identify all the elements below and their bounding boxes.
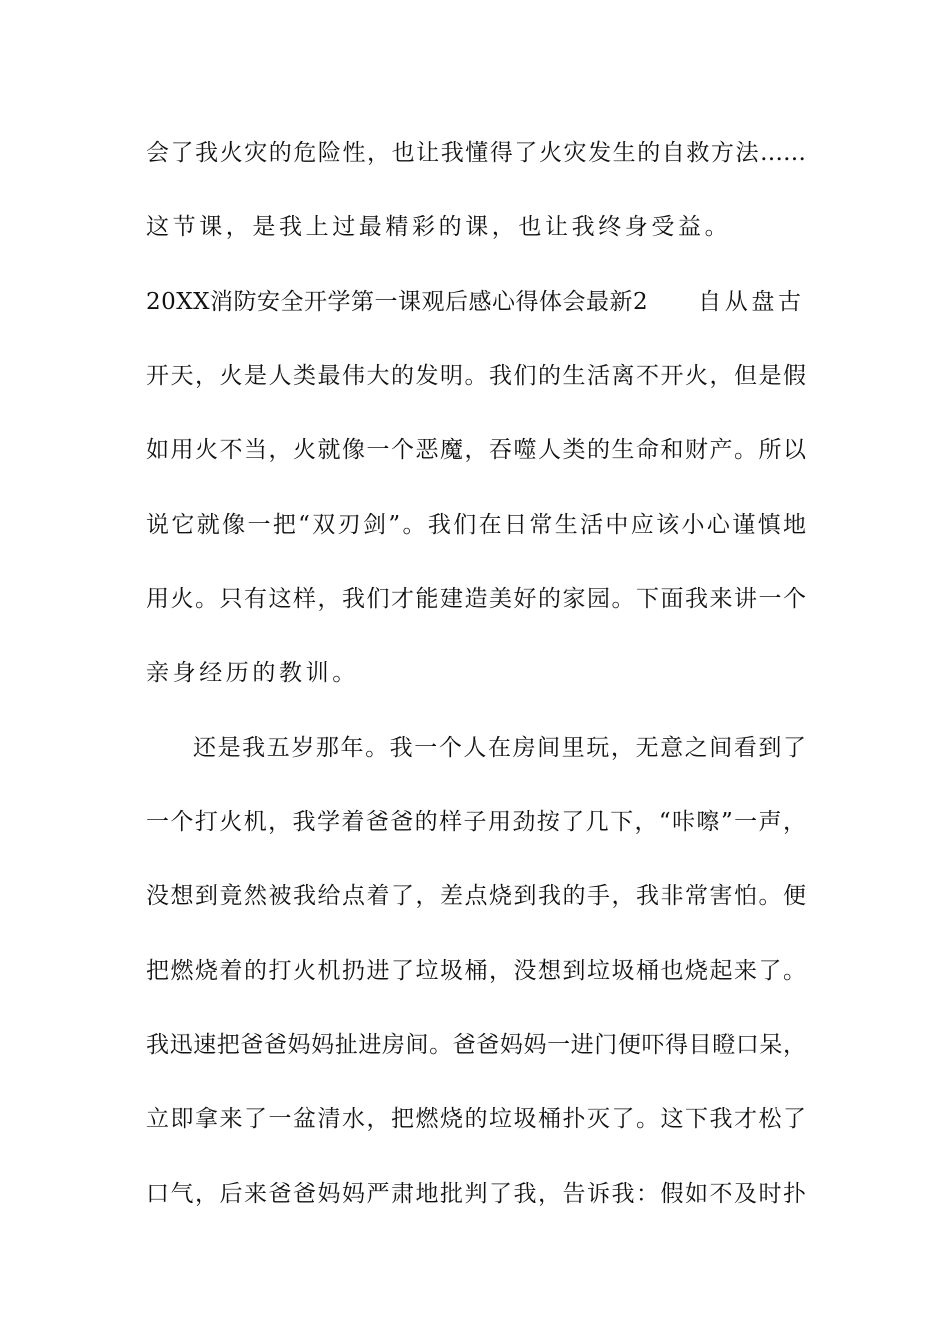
paragraph-line: 把燃烧着的打火机扔进了垃圾桶，没想到垃圾桶也烧起来了。 (146, 958, 806, 984)
section-heading: 20XX消防安全开学第一课观后感心得体会最新2 (146, 289, 649, 315)
heading-continuation-text: 自从盘古 (698, 289, 805, 315)
paragraph-line: 亲身经历的教训。 (146, 660, 359, 686)
paragraph-line: 这节课，是我上过最精彩的课，也让我终身受益。 (146, 214, 732, 240)
paragraph-line: 我迅速把爸爸妈妈扯进房间。爸爸妈妈一进门便吓得目瞪口呆， (146, 1032, 806, 1058)
paragraph-line: 如用火不当，火就像一个恶魔，吞噬人类的生命和财产。所以 (146, 437, 806, 463)
paragraph-line: 开天，火是人类最伟大的发明。我们的生活离不开火，但是假 (146, 363, 806, 389)
paragraph-line: 会了我火灾的危险性，也让我懂得了火灾发生的自救方法…… (146, 140, 806, 166)
paragraph-line: 用火。只有这样，我们才能建造美好的家园。下面我来讲一个 (146, 586, 806, 612)
paragraph-line: 口气，后来爸爸妈妈严肃地批判了我，告诉我：假如不及时扑 (146, 1181, 806, 1207)
paragraph-line: 立即拿来了一盆清水，把燃烧的垃圾桶扑灭了。这下我才松了 (146, 1106, 806, 1132)
paragraph-line: 一个打火机，我学着爸爸的样子用劲按了几下，“咔嚓”一声， (146, 809, 806, 835)
paragraph-line: 还是我五岁那年。我一个人在房间里玩，无意之间看到了 (193, 735, 806, 761)
paragraph-line: 没想到竟然被我给点着了，差点烧到我的手，我非常害怕。便 (146, 883, 806, 909)
paragraph-line: 说它就像一把“双刃剑”。我们在日常生活中应该小心谨慎地 (146, 512, 806, 538)
section-heading-line (146, 287, 806, 317)
